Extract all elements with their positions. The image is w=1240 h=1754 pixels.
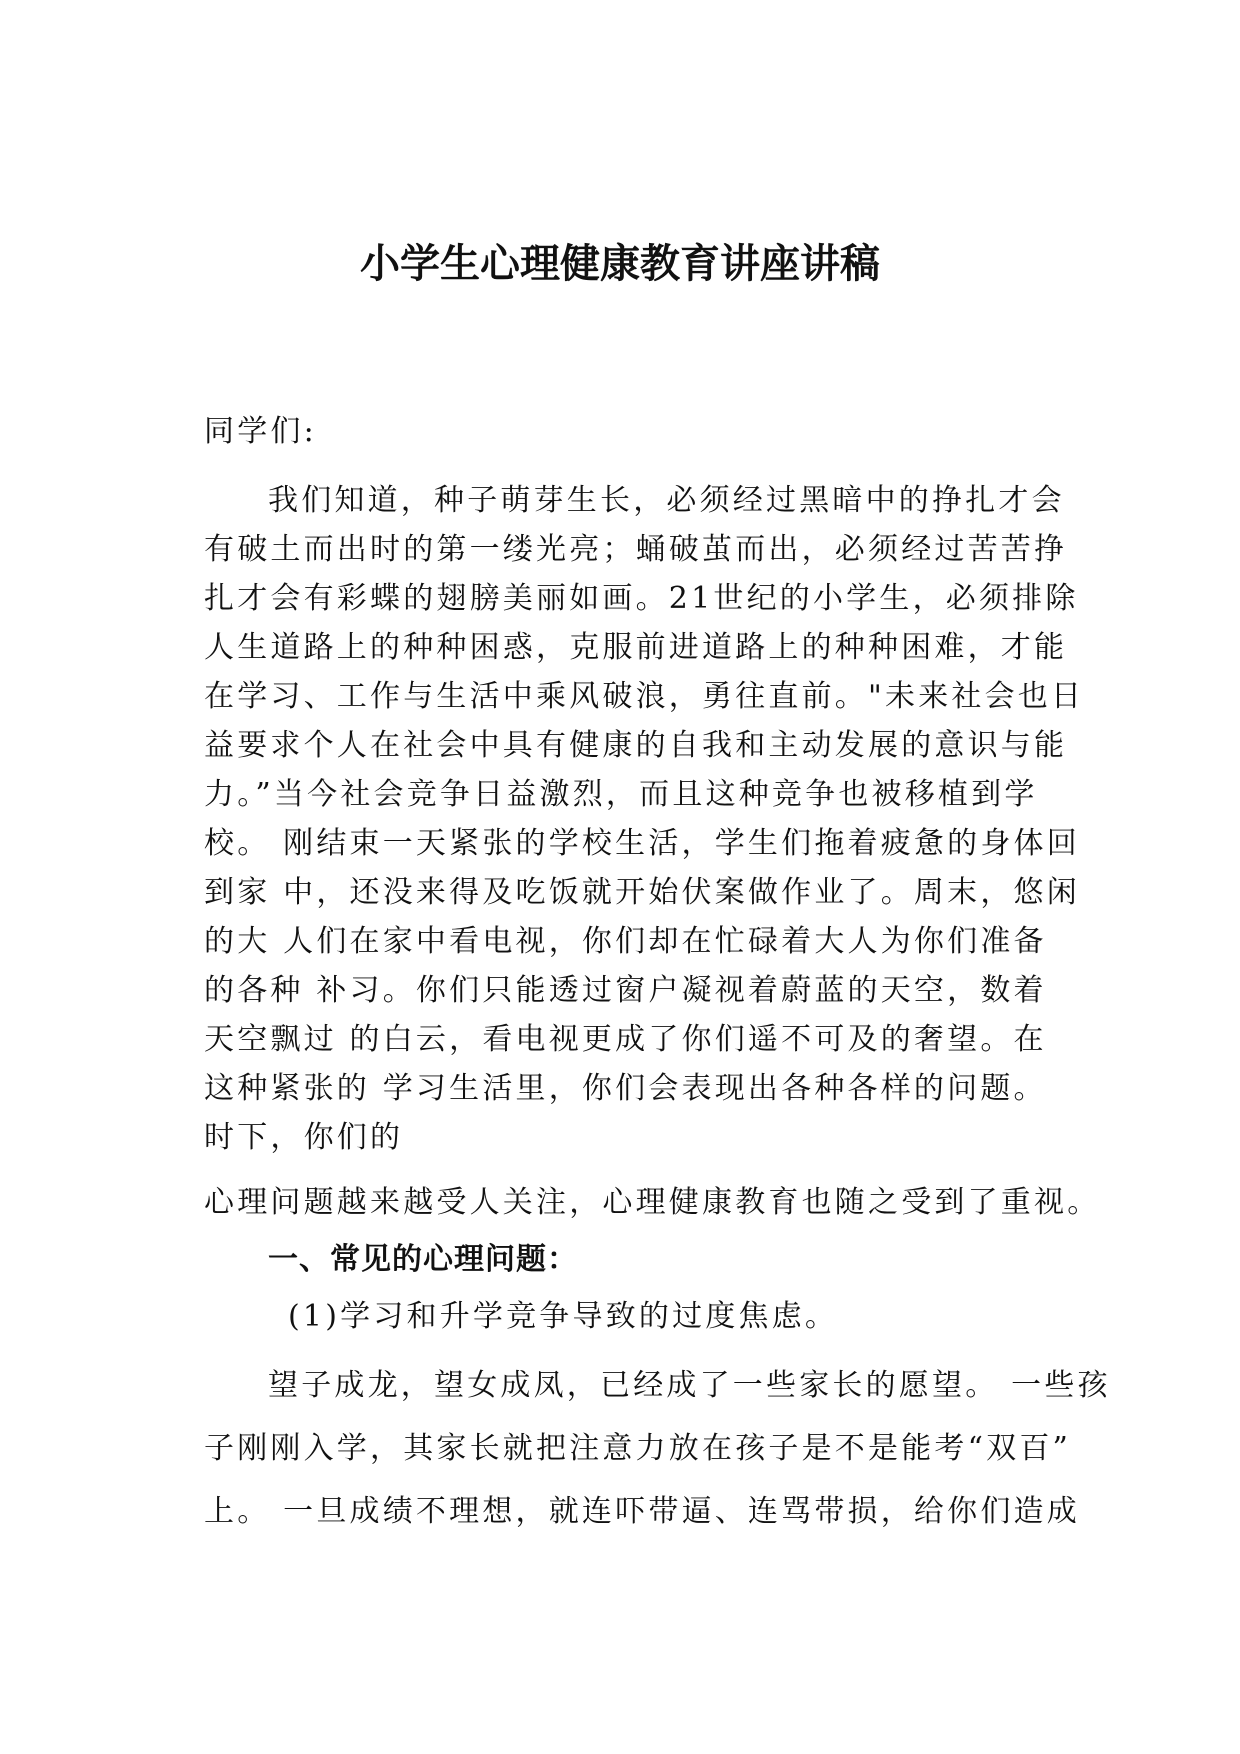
- paragraph-parents: [204, 1361, 1111, 1536]
- document-body: [204, 407, 1111, 1536]
- paragraph-line: 我们知道，种子萌芽生长，必须经过黑暗中的挣扎才会: [268, 483, 1065, 518]
- paragraph-line: 时下，你们的: [204, 1120, 404, 1155]
- paragraph-line: 扎才会有彩蝶的翅膀美丽如画。21世纪的小学生，必须排除: [204, 581, 1079, 616]
- paragraph-line: 这种紧张的 学习生活里，你们会表现出各种各样的问题。: [204, 1071, 1047, 1106]
- paragraph-line: 上。 一旦成绩不理想，就连吓带逼、连骂带损，给你们造成: [204, 1494, 1080, 1529]
- paragraph-line: 子刚刚入学，其家长就把注意力放在孩子是不是能考“双百”: [204, 1431, 1072, 1466]
- paragraph-line: 的各种 补习。你们只能透过窗户凝视着蔚蓝的天空，数着: [204, 973, 1047, 1008]
- section-heading: 一、常见的心理问题：: [268, 1242, 578, 1277]
- paragraph-line: 校。 刚结束一天紧张的学校生活，学生们拖着疲惫的身体回: [204, 826, 1080, 861]
- paragraph-line: 在学习、工作与生活中乘风破浪，勇往直前。"未来社会也日: [204, 679, 1085, 714]
- greeting: 同学们:: [204, 414, 317, 449]
- paragraph-line: 有破土而出时的第一缕光亮；蛹破茧而出，必须经过苦苦挣: [204, 532, 1068, 567]
- paragraph-line: 望子成龙，望女成凤，已经成了一些家长的愿望。 一些孩: [268, 1368, 1111, 1403]
- paragraph-line: 到家 中，还没来得及吃饭就开始伏案做作业了。周末，悠闲: [204, 875, 1080, 910]
- paragraph-line: 益要求个人在社会中具有健康的自我和主动发展的意识与能: [204, 728, 1068, 763]
- paragraph-line: 力。”当今社会竞争日益激烈，而且这种竞争也被移植到学: [204, 777, 1038, 812]
- paragraph-intro: [204, 476, 1084, 1162]
- subsection-heading: (1)学习和升学竞争导致的过度焦虑。: [288, 1299, 839, 1334]
- paragraph-line: 天空飘过 的白云，看电视更成了你们遥不可及的奢望。在: [204, 1022, 1047, 1057]
- document-title: 小学生心理健康教育讲座讲稿: [360, 241, 880, 287]
- paragraph-line: 的大 人们在家中看电视，你们却在忙碌着大人为你们准备: [204, 924, 1047, 959]
- paragraph-attention: 心理问题越来越受人关注，心理健康教育也随之受到了重视。: [204, 1185, 1101, 1220]
- paragraph-line: 人生道路上的种种困惑，克服前进道路上的种种困难，才能: [204, 630, 1068, 665]
